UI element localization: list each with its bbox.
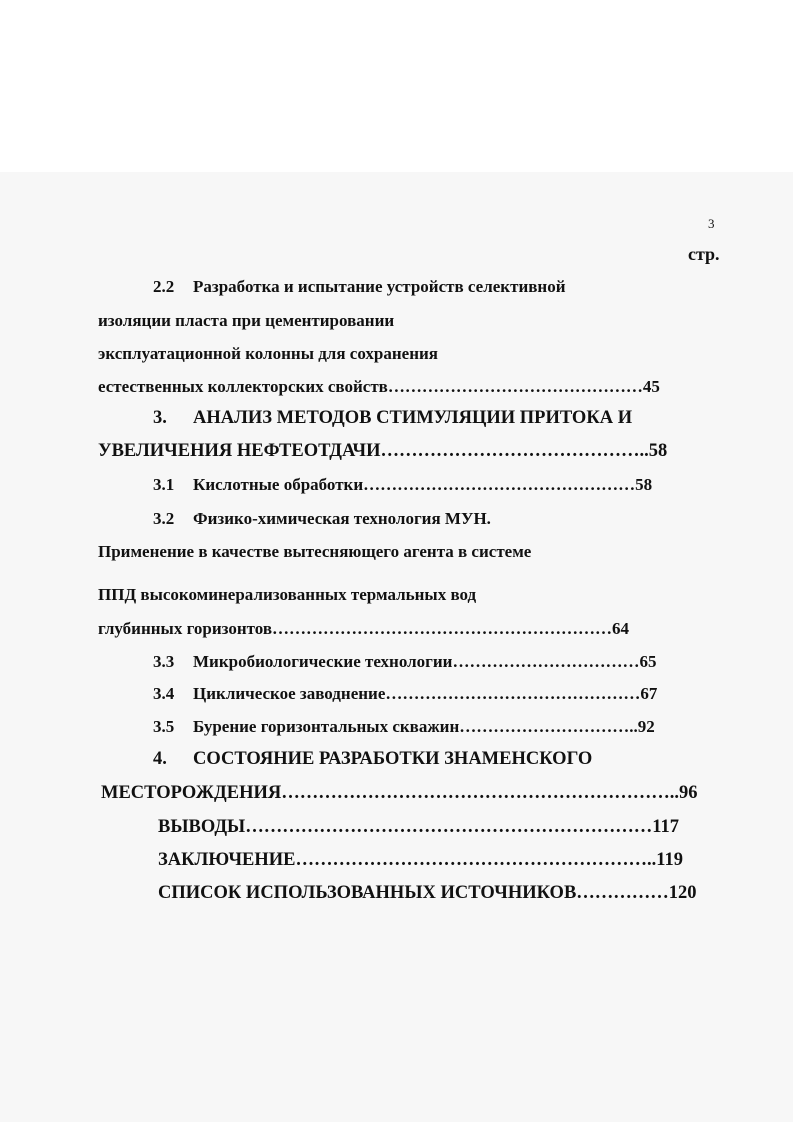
toc-3-1[interactable] (153, 475, 652, 495)
top-margin (0, 0, 793, 172)
section-number: 3.4 (153, 684, 175, 703)
section-title: АНАЛИЗ МЕТОДОВ СТИМУЛЯЦИИ ПРИТОКА И (193, 408, 633, 428)
page-ref: 58 (635, 475, 653, 494)
page-ref: 64 (612, 619, 630, 638)
page-ref: 45 (642, 377, 660, 396)
toc-3-5[interactable] (153, 717, 655, 737)
toc-final[interactable] (158, 850, 683, 870)
leader-dots: ………………………………………………………… (245, 817, 653, 837)
section-title: ВЫВОДЫ (158, 817, 246, 837)
leader-dots: …………………………………….. (380, 441, 649, 461)
page-number: 3 (708, 216, 715, 231)
toc-2-2-line-4[interactable] (98, 377, 660, 397)
toc-conclusions[interactable] (158, 817, 679, 837)
section-title: Микробиологические технологии (193, 652, 453, 671)
section-number: 3.2 (153, 509, 175, 528)
section-number: 2.2 (153, 277, 175, 296)
leader-dots: …………………………………………………… (272, 619, 613, 638)
leader-dots: …………………………… (452, 652, 640, 671)
page-column-label: стр. (688, 244, 720, 264)
page-ref: 67 (640, 684, 658, 703)
toc-3-2-line-4[interactable] (98, 619, 629, 639)
toc-2-2-heading[interactable] (153, 277, 566, 297)
toc-3-heading[interactable] (153, 408, 632, 428)
page-ref: 65 (639, 652, 657, 671)
section-number: 3.3 (153, 652, 175, 671)
section-title: Физико-химическая технология МУН. (193, 509, 491, 528)
section-title: Кислотные обработки (193, 475, 364, 494)
section-title-end: УВЕЛИЧЕНИЯ НЕФТЕОТДАЧИ (98, 441, 381, 461)
section-title: Циклическое заводнение (193, 684, 386, 703)
page-ref: 96 (679, 783, 698, 803)
toc-4-line-2[interactable] (101, 783, 698, 803)
leader-dots: ……………………………………………………….. (281, 783, 680, 803)
section-title-end: естественных коллекторских свойств (98, 377, 388, 396)
section-title-end: МЕСТОРОЖДЕНИЯ (101, 783, 282, 803)
section-number: 3.5 (153, 717, 175, 736)
section-number: 4. (153, 749, 167, 769)
leader-dots: …………… (576, 883, 669, 903)
section-number: 3.1 (153, 475, 175, 494)
section-title: Разработка и испытание устройств селективной (193, 277, 566, 296)
page-ref: 120 (668, 883, 697, 903)
leader-dots: ………………………………………… (363, 475, 636, 494)
toc-2-2-line-2: изоляции пласта при цементировании (98, 311, 395, 330)
toc-3-4[interactable] (153, 684, 657, 704)
section-number: 3. (153, 408, 167, 428)
toc-2-2-line-3: эксплуатационной колонны для сохранения (98, 344, 438, 363)
page-ref: 119 (656, 850, 683, 870)
leader-dots: ……………………………………… (387, 377, 643, 396)
section-title: СПИСОК ИСПОЛЬЗОВАННЫХ ИСТОЧНИКОВ (158, 883, 577, 903)
section-title: СОСТОЯНИЕ РАЗРАБОТКИ ЗНАМЕНСКОГО (193, 749, 593, 769)
section-title: Бурение горизонтальных скважин (193, 717, 460, 736)
toc-3-line-2[interactable] (98, 441, 667, 461)
page-ref: 92 (637, 717, 655, 736)
toc-3-2-line-3: ППД высокоминерализованных термальных вод (98, 585, 477, 604)
leader-dots: ………………………….. (459, 717, 638, 736)
leader-dots: ……………………………………… (385, 684, 641, 703)
toc-4-heading[interactable] (153, 749, 592, 769)
section-title: ЗАКЛЮЧЕНИЕ (158, 850, 296, 870)
page-ref: 58 (648, 441, 668, 461)
toc-3-2-line-2: Применение в качестве вытесняющего агента в системе (98, 542, 532, 561)
page-ref: 117 (652, 817, 679, 837)
toc-3-3[interactable] (153, 652, 656, 672)
toc-3-2-heading[interactable] (153, 509, 491, 529)
section-title-end: глубинных горизонтов (98, 619, 273, 638)
toc-references[interactable] (158, 883, 697, 903)
leader-dots: ………………………………………………….. (295, 850, 657, 870)
